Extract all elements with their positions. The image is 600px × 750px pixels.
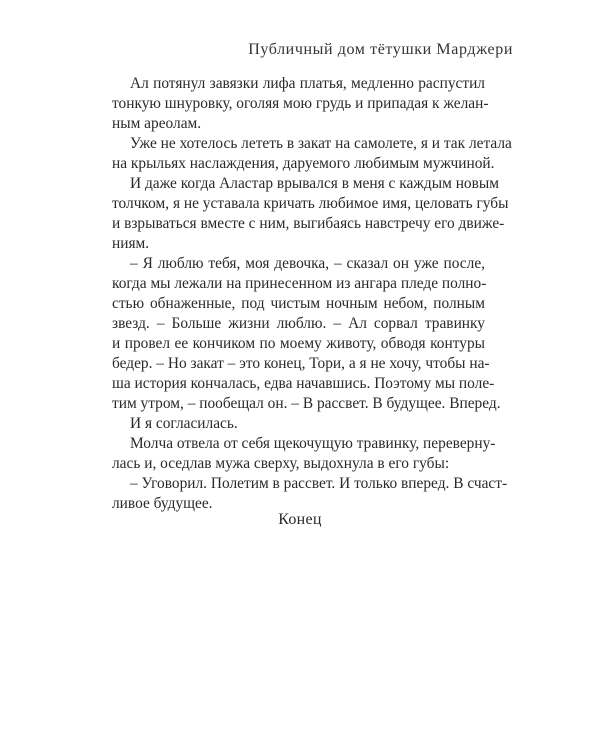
text-line: тим утром, – пообещал он. – В рассвет. В будущее. Вперед. <box>112 395 501 412</box>
text-line: на крыльях наслаждения, даруемого любимым мужчиной. <box>112 155 495 172</box>
paragraph <box>112 254 501 414</box>
text-line: ша история кончалась, едва начавшись. Поэтому мы поле- <box>112 375 495 392</box>
text-line: бедер. – Но закат – это конец, Тори, а я не хочу, чтобы на- <box>112 355 490 372</box>
text-line: и взрываться вместе с ним, выгибаясь навстречу его движе- <box>112 215 505 232</box>
paragraph <box>112 434 496 474</box>
text-line: – Я люблю тебя, моя девочка, – сказал он уже после, <box>130 255 485 272</box>
text-line: лась и, оседлав мужа сверху, выдохнула в его губы: <box>112 455 450 472</box>
paragraph <box>112 414 485 434</box>
text-line: И даже когда Аластар врывался в меня с каждым новым <box>130 175 499 192</box>
paragraph <box>112 74 489 134</box>
text-line: – Уговорил. Полетим в рассвет. И только вперед. В счаст- <box>130 475 508 492</box>
body-text <box>112 74 512 514</box>
text-line: Ал потянул завязки лифа платья, медленно распустил <box>130 75 485 92</box>
paragraph <box>112 174 509 254</box>
paragraph <box>112 134 512 174</box>
text-line: Молча отвела от себя щекочущую травинку, переверну- <box>130 435 496 452</box>
text-line: Уже не хотелось лететь в закат на самолете, я и так летала <box>130 135 512 152</box>
text-line: когда мы лежали на принесенном из ангара пледе полно- <box>112 275 487 292</box>
text-line: ливое будущее. <box>112 495 213 512</box>
text-line: звезд. – Больше жизни люблю. – Ал сорвал травинку <box>112 315 485 332</box>
text-line: стью обнаженные, под чистым ночным небом, полным <box>112 295 485 312</box>
running-header: Публичный дом тётушки Марджери <box>248 41 513 58</box>
text-line: ным ареолам. <box>112 115 202 132</box>
text-line: толчком, я не уставала кричать любимое имя, целовать губы <box>112 195 509 212</box>
text-line: И я согласилась. <box>130 415 238 432</box>
paragraph <box>112 474 508 514</box>
the-end-label: Конец <box>278 511 322 528</box>
text-line: и провел ее кончиком по моему животу, обводя контуры <box>112 335 485 352</box>
text-line: ниям. <box>112 235 150 252</box>
text-line: тонкую шнуровку, оголяя мою грудь и припадая к желан- <box>112 95 489 112</box>
